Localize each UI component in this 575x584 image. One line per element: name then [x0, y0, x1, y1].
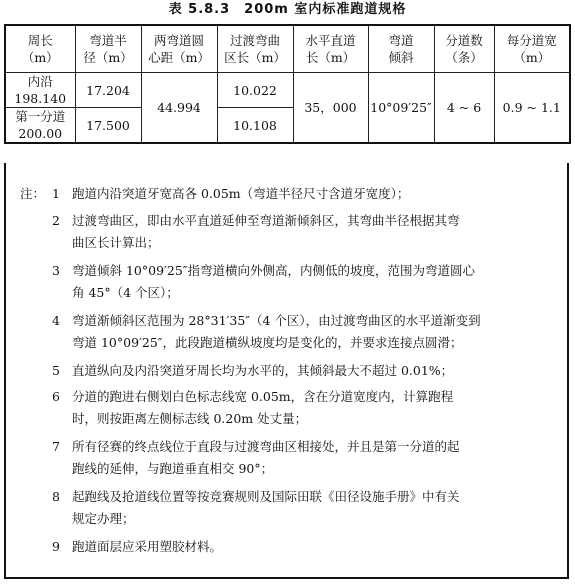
- note-text: 弯道渐倾斜区范围为 28°31′35″（4 个区），由过渡弯曲区的水平道渐变到 弯道 10°09′25″，此段跑道横纵坡度均是变化的，并要求连接点圆滑；: [72, 313, 481, 350]
- note-number: 9: [52, 539, 60, 554]
- lane-width-cell: 0.9 ~ 1.1: [494, 73, 570, 144]
- transition-length-cell: 10.022: [217, 73, 293, 108]
- note-number: 5: [52, 363, 60, 378]
- radius-cell: 17.204: [75, 73, 141, 108]
- perimeter-cell: 第一分道 200.00: [5, 108, 75, 144]
- notes-label: 注：: [20, 186, 46, 201]
- perimeter-cell: 内沿 198.140: [5, 73, 75, 108]
- header-cell: 过渡弯曲 区长（m）: [217, 25, 293, 73]
- radius-cell: 17.500: [75, 108, 141, 144]
- note-number: 4: [52, 313, 60, 328]
- header-cell: 周长 （m）: [5, 25, 75, 73]
- note-text: 起跑线及抢道线位置等按竞赛规则及国际田联《田径设施手册》中有关 规定办理；: [72, 489, 460, 526]
- note-text: 分道的跑进右侧划白色标志线宽 0.05m，含在分道宽度内，计算跑程 时，则按距离左侧标志线 0.20m 处丈量；: [72, 389, 454, 426]
- table-row: [5, 73, 570, 108]
- note-text: 过渡弯曲区，即由水平直道延伸至弯道渐倾斜区，其弯曲半径根据其弯 曲区长计算出；: [72, 213, 460, 250]
- header-cell: 弯道半 径（m）: [75, 25, 141, 73]
- header-cell: 弯道 倾斜: [368, 25, 434, 73]
- note-text: 所有径赛的终点线位于直段与过渡弯曲区相接处，并且是第一分道的起 跑线的延伸，与跑道垂直相交 90°；: [72, 439, 460, 476]
- spec-table: [4, 24, 571, 144]
- header-row: [5, 25, 570, 73]
- table-title: 表 5.8.3 200m 室内标准跑道规格: [168, 2, 407, 17]
- note-number: 8: [52, 489, 60, 504]
- note-number: 7: [52, 439, 60, 454]
- straight-length-cell: 35，000: [293, 73, 368, 144]
- note-text: 跑道面层应采用塑胶材料。: [72, 539, 223, 554]
- bank-cell: 10°09′25″: [368, 73, 434, 144]
- header-cell: 两弯道圆 心距（m）: [141, 25, 217, 73]
- transition-length-cell: 10.108: [217, 108, 293, 144]
- lanes-cell: 4 ~ 6: [434, 73, 494, 144]
- header-cell: 每分道宽 （m）: [494, 25, 570, 73]
- note-text: 直道纵向及内沿突道牙周长均为水平的，其倾斜最大不超过 0.01%；: [72, 363, 454, 378]
- header-cell: 分道数 （条）: [434, 25, 494, 73]
- note-text: 跑道内沿突道牙宽高各 0.05m（弯道半径尺寸含道牙宽度）；: [72, 186, 410, 201]
- note-number: 3: [52, 263, 60, 278]
- center-distance-cell: 44.994: [141, 73, 217, 144]
- notes-box: [4, 163, 569, 579]
- note-number: 6: [52, 389, 60, 404]
- header-cell: 水平直道 长（m）: [293, 25, 368, 73]
- note-number: 1: [52, 186, 60, 201]
- note-number: 2: [52, 213, 60, 228]
- note-text: 弯道倾斜 10°09′25″指弯道横向外侧高，内侧低的坡度，范围为弯道圆心 角 45°（4 个区）；: [72, 263, 475, 300]
